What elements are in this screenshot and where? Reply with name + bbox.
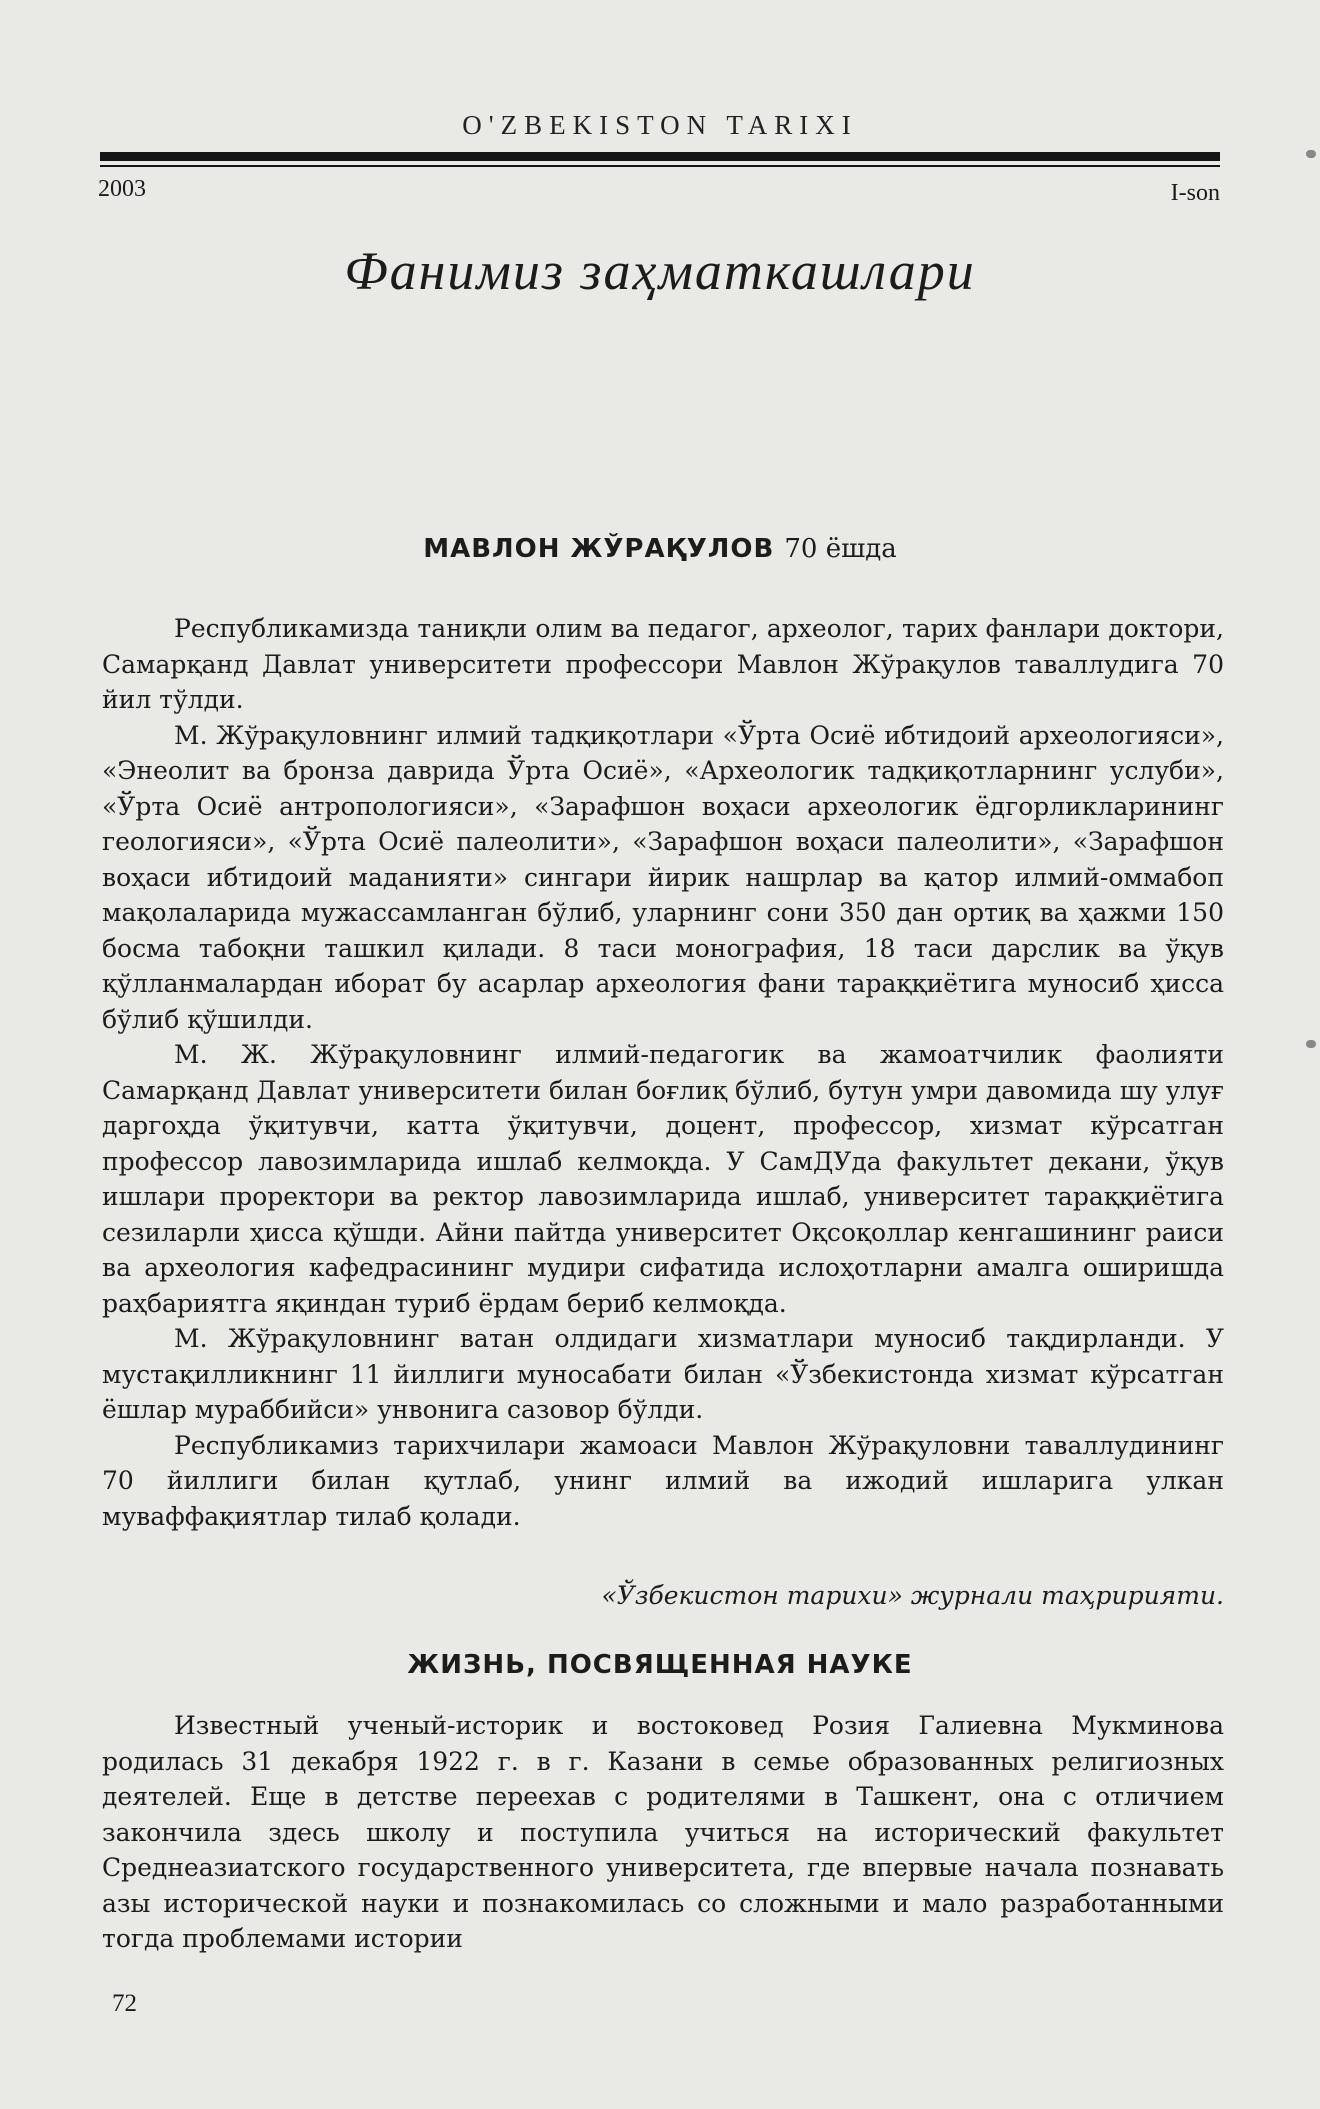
- article-1-title: [0, 534, 1320, 564]
- article-1-body: [102, 611, 1224, 1534]
- header-rule-thick: [100, 152, 1220, 161]
- issue-year: 2003: [98, 176, 146, 202]
- header-rule-thin: [100, 165, 1220, 167]
- section-rubric: Фанимиз заҳматкашлари: [344, 241, 976, 301]
- article-1-paragraph: М. Жўрақуловнинг илмий тадқиқотлари «Ўрта Осиё ибтидоий археологияси», «Энеолит ва бронза даврида Ўрта Осиё», «Археологик тадқиқотларнинг услуби», «Ўрта Осиё антропологияси», «Зарафшон воҳаси археологик ёдгорликларининг геологияси», «Ўрта Осиё палеолити», «Зарафшон воҳаси палеолити», «Зарафшон воҳаси ибтидоий маданияти» сингари йирик нашрлар ва қатор илмий-оммабоп мақолаларида мужассамланган бўлиб, уларнинг сони 350 дан ортиқ ва ҳажми 150 босма табоқни ташкил қилади. 8 таси монография, 18 таси дарслик ва ўқув қўлланмалардан иборат бу асарлар археология фани тараққиётига муносиб ҳисса бўлиб қўшилди.: [102, 720, 1224, 1034]
- page-number: 72: [112, 1990, 137, 2017]
- article-1-paragraph: М. Жўрақуловнинг ватан олдидаги хизматлари муносиб тақдирланди. У мустақилликнинг 11 йиллиги муносабати билан «Ўзбекистонда хизмат кўрсатган ёшлар мураббийси» унвонига сазовор бўлди.: [102, 1324, 1224, 1424]
- scan-edge-mark: [1306, 150, 1316, 158]
- article-1-paragraph: М. Ж. Жўрақуловнинг илмий-педагогик ва жамоатчилик фаолияти Самарқанд Давлат университети билан боғлиқ бўлиб, бутун умри давомида шу улуғ даргоҳда ўқитувчи, катта ўқитувчи, доцент, профессор, хизмат кўрсатган профессор лавозимларида ишлаб келмоқда. У СамДУда факультет декани, ўқув ишлари проректори ва ректор лавозимларида ишлаб, университет тараққиётига сезиларли ҳисса қўшди. Айни пайтда университет Оқсоқоллар кенгашининг раиси ва археология кафедрасининг мудири сифатида ислоҳотларни амалга оширишда раҳбариятга яқиндан туриб ёрдам бериб келмоқда.: [102, 1040, 1224, 1318]
- article-1-paragraph: Республикамизда таниқли олим ва педагог, археолог, тарих фанлари доктори, Самарқанд Давлат университети профессори Мавлон Жўрақулов таваллудига 70 йил тўлди.: [102, 614, 1224, 714]
- scan-edge-mark: [1306, 1040, 1316, 1048]
- article-1-title-suffix: 70 ёшда: [784, 534, 897, 564]
- article-2-body: [102, 1708, 1224, 1957]
- article-2-title: ЖИЗНЬ, ПОСВЯЩЕННАЯ НАУКЕ: [407, 1650, 913, 1680]
- article-1-signature: «Ўзбекистон тарихи» журнали таҳририяти.: [601, 1581, 1224, 1610]
- scan-edge-marks: [1300, 150, 1320, 160]
- article-2-paragraph: Известный ученый-историк и востоковед Розия Галиевна Мукминова родилась 31 декабря 1922 г. в г. Казани в семье образованных религиозных деятелей. Еще в детстве переехав с родителями в Ташкент, она с отличием закончила здесь школу и поступила учиться на исторический факультет Среднеазиатского государственного университета, где впервые начала познавать азы исторической науки и познакомилась со сложными и мало разработанными тогда проблемами истории: [102, 1711, 1224, 1953]
- article-1-title-name: МАВЛОН ЖЎРАҚУЛОВ: [423, 534, 775, 564]
- article-1-paragraph: Республикамиз тарихчилари жамоаси Мавлон Жўрақуловни таваллудининг 70 йиллиги билан қутлаб, унинг илмий ва ижодий ишларига улкан муваффақиятлар тилаб қолади.: [102, 1430, 1224, 1531]
- journal-title: O'ZBEKISTON TARIXI: [462, 110, 858, 140]
- issue-number: I-son: [1170, 180, 1220, 206]
